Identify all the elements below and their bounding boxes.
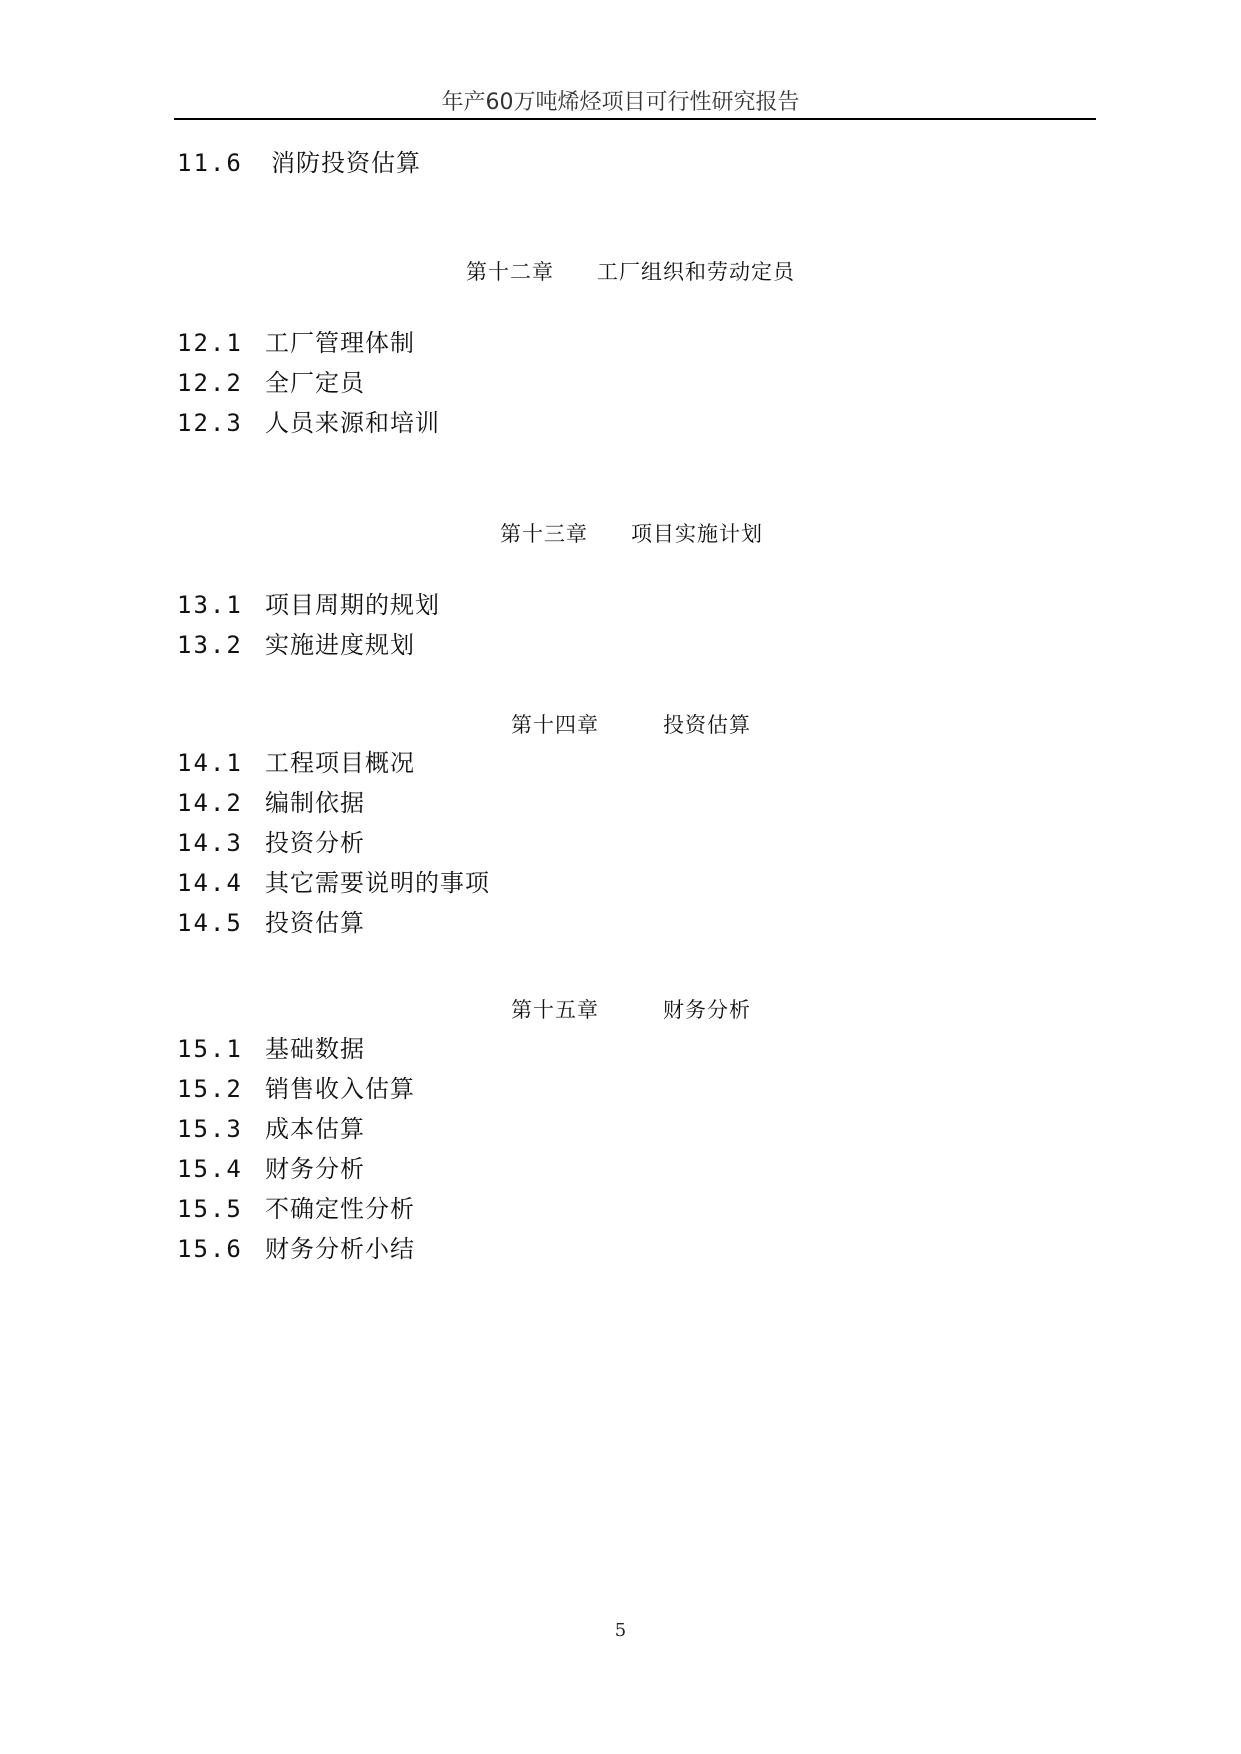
toc-entry-title: 财务分析小结 [265,1235,415,1263]
toc-entry-number: 15.4 [177,1155,243,1183]
toc-entry-title: 成本估算 [265,1115,365,1143]
toc-entry[interactable] [177,328,415,358]
toc-entry-number: 13.1 [177,591,243,619]
chapter-title: 投资估算 [663,713,751,737]
toc-entry-title: 财务分析 [265,1155,365,1183]
toc-entry-number: 15.3 [177,1115,243,1143]
toc-entry-title: 消防投资估算 [271,149,421,177]
toc-entry-title: 实施进度规划 [265,631,415,659]
chapter-title: 项目实施计划 [631,522,763,546]
chapter-label: 第十三章 [500,522,588,546]
toc-entry[interactable] [177,1034,365,1064]
chapter-title: 工厂组织和劳动定员 [597,260,795,284]
toc-entry[interactable] [177,630,415,660]
running-header: 年产60万吨烯烃项目可行性研究报告 [441,90,800,115]
toc-entry-title: 其它需要说明的事项 [265,869,490,897]
toc-entry[interactable] [177,828,365,858]
chapter-label: 第十二章 [466,260,554,284]
toc-entry-title: 全厂定员 [265,369,365,397]
toc-entry-number: 12.1 [177,329,243,357]
toc-entry-title: 编制依据 [265,789,365,817]
toc-entry-number: 14.2 [177,789,243,817]
toc-entry-title: 投资估算 [265,909,365,937]
toc-entry[interactable] [177,788,365,818]
chapter-heading[interactable] [511,711,751,739]
toc-entry[interactable] [177,868,490,898]
toc-entry-number: 15.1 [177,1035,243,1063]
chapter-label: 第十五章 [511,998,599,1022]
toc-entry-title: 投资分析 [265,829,365,857]
chapter-heading[interactable] [500,520,763,548]
toc-entry-number: 15.2 [177,1075,243,1103]
toc-entry[interactable] [177,1154,365,1184]
toc-entry[interactable] [177,1234,415,1264]
toc-entry-number: 12.3 [177,409,243,437]
toc-entry-title: 工程项目概况 [265,749,415,777]
toc-entry-title: 销售收入估算 [265,1075,415,1103]
toc-entry-number: 14.4 [177,869,243,897]
toc-entry[interactable] [177,368,365,398]
toc-entry-title: 不确定性分析 [265,1195,415,1223]
toc-entry-title: 基础数据 [265,1035,365,1063]
toc-entry[interactable] [177,748,415,778]
chapter-title: 财务分析 [663,998,751,1022]
toc-entry[interactable] [177,908,365,938]
toc-entry[interactable] [177,1194,415,1224]
toc-entry[interactable] [177,1114,365,1144]
toc-entry-number: 13.2 [177,631,243,659]
header-divider [174,118,1096,120]
toc-entry-number: 14.5 [177,909,243,937]
toc-entry-number: 14.1 [177,749,243,777]
toc-entry-number: 12.2 [177,369,243,397]
toc-entry-title: 项目周期的规划 [265,591,440,619]
toc-entry[interactable] [177,408,440,438]
toc-entry-title: 人员来源和培训 [265,409,440,437]
page-number: 5 [614,1620,627,1641]
toc-entry-title: 工厂管理体制 [265,329,415,357]
chapter-heading[interactable] [466,258,795,286]
toc-entry[interactable] [177,148,421,178]
toc-entry-number: 14.3 [177,829,243,857]
chapter-heading[interactable] [511,996,751,1024]
toc-entry[interactable] [177,590,440,620]
toc-entry-number: 15.5 [177,1195,243,1223]
toc-entry-number: 11.6 [177,149,243,177]
toc-entry-number: 15.6 [177,1235,243,1263]
toc-entry[interactable] [177,1074,415,1104]
chapter-label: 第十四章 [511,713,599,737]
